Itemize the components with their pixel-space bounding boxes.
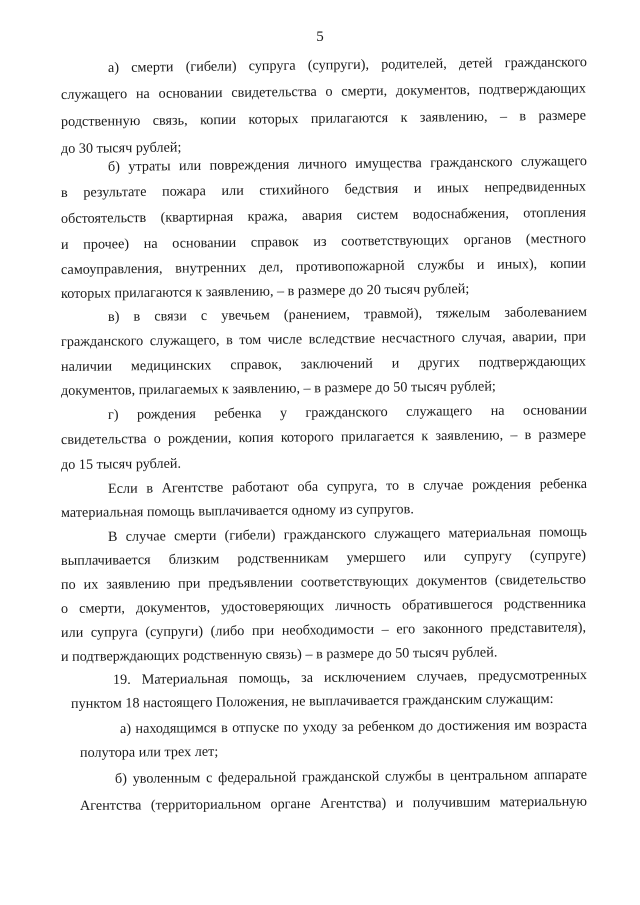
text-line: самоуправления, внутренних дел, противопожарной службы и иных), копии	[60, 255, 587, 278]
text-line: или супруга (супруги) (либо при необходимости – его законного представителя),	[60, 619, 587, 641]
text-line: б) уволенным с федеральной гражданской службы в центральном аппарате	[114, 766, 588, 787]
text-line: до 30 тысяч рублей;	[60, 139, 182, 157]
text-line: Если в Агентстве работают оба супруга, то в случае рождения ребенка	[107, 475, 588, 497]
text-line: полутора или трех лет;	[79, 743, 219, 761]
text-line: а) находящимся в отпуске по уходу за ребенком до достижения им возраста	[119, 716, 588, 737]
text-line: и прочее) на основании справок из соответствующих органов (местного	[60, 230, 587, 253]
text-line: родственную связь, копии которых прилагаются к заявлению, – в размере	[60, 107, 587, 130]
text-line: до 15 тысяч рублей.	[60, 455, 182, 473]
text-line: и подтверждающих родственную связь) – в размере до 50 тысяч рублей.	[60, 644, 498, 665]
text-line: пунктом 18 настоящего Положения, не выплачивается гражданским служащим:	[70, 690, 554, 712]
text-line: Агентства (территориальном органе Агентства) и получившим материальную	[79, 793, 588, 814]
text-line: 19. Материальная помощь, за исключением случаев, предусмотренных	[112, 667, 588, 688]
text-line: б) утраты или повреждения личного имущества гражданского служащего	[107, 153, 588, 175]
text-line: г) рождения ребенка у гражданского служащего на основании	[107, 401, 588, 423]
text-line: служащего на основании свидетельства о смерти, документов, подтверждающих	[60, 80, 587, 103]
text-line: о смерти, документов, удостоверяющих личность обратившегося родственника	[60, 595, 587, 617]
page-number: 5	[316, 29, 324, 45]
text-line: материальная помощь выплачивается одному из супругов.	[60, 501, 414, 521]
text-line: наличии медицинских справок, заключений и других подтверждающих	[60, 353, 587, 375]
text-line: в) в связи с увечьем (ранением, травмой), тяжелым заболеванием	[107, 303, 588, 325]
text-line: которых прилагаются к заявлению, – в размере до 20 тысяч рублей;	[60, 281, 470, 302]
text-line: документов, прилагаемых к заявлению, – в размере до 50 тысяч рублей;	[60, 378, 496, 399]
text-line: в результате пожара или стихийного бедствия и иных непредвиденных	[60, 178, 587, 201]
text-line: а) смерти (гибели) супруга (супруги), родителей, детей гражданского	[107, 54, 588, 76]
text-line: В случае смерти (гибели) гражданского служащего материальная помощь	[107, 523, 588, 545]
text-line: выплачивается близким родственникам умершего или супругу (супруге)	[60, 547, 587, 569]
text-line: по их заявлению при предъявлении соответствующих документов (свидетельство	[60, 571, 587, 593]
text-line: свидетельства о рождении, копия которого прилагается к заявлению, – в размере	[60, 426, 587, 448]
text-line: обстоятельств (квартирная кража, авария систем водоснабжения, отопления	[60, 204, 587, 227]
text-line: гражданского служащего, в том числе вследствие несчастного случая, аварии, при	[60, 328, 587, 350]
